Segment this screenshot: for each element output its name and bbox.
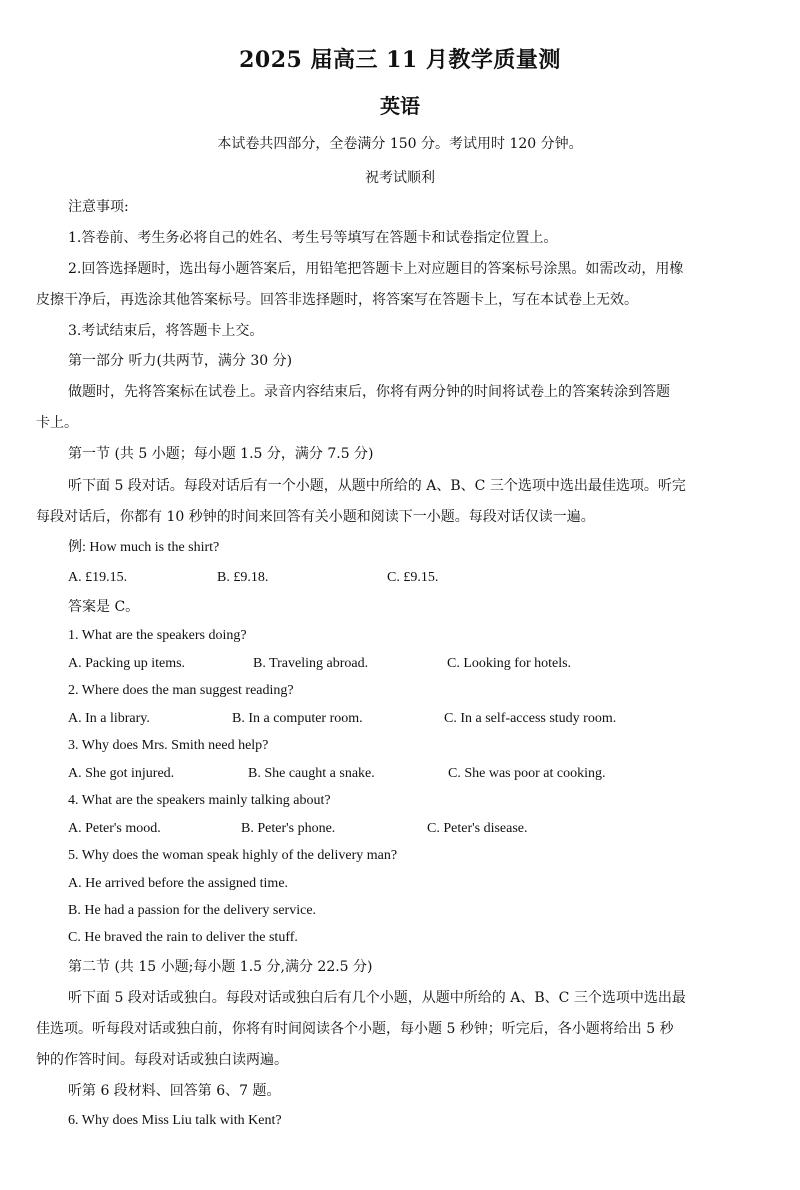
question-5-option-a: A. He arrived before the assigned time. (68, 876, 289, 891)
note-item-2-line-2: 皮擦干净后，再选涂其他答案标号。回答非选择题时，将答案写在答题卡上，写在本试卷上无效。 (36, 292, 638, 308)
example-option-c: C. £9.15. (387, 570, 439, 585)
section2-heading: 第二节 (共 15 小题;每小题 1.5 分,满分 22.5 分) (68, 959, 373, 975)
exam-title: 2025 届高三 11 月教学质量测 (239, 47, 561, 73)
section2-instruction-line-2: 佳选项。听每段对话或独白前，你将有时间阅读各个小题，每小题 5 秒钟；听完后，各小题将给出 5 秒 (36, 1021, 674, 1037)
subject-title: 英语 (380, 94, 420, 118)
question-5-option-c: C. He braved the rain to deliver the stuff. (68, 930, 298, 945)
note-item-1: 1.答卷前、考生务必将自己的姓名、考生号等填写在答题卡和试卷指定位置上。 (68, 230, 558, 246)
example-option-a: A. £19.15. (68, 570, 128, 585)
question-5: 5. Why does the woman speak highly of the delivery man? (68, 848, 398, 863)
section2-instruction-line-3: 钟的作答时间。每段对话或独白读两遍。 (36, 1052, 288, 1068)
question-6: 6. Why does Miss Liu talk with Kent? (68, 1113, 282, 1128)
note-item-3: 3.考试结束后，将答题卡上交。 (68, 323, 264, 339)
question-4-option-b: B. Peter's phone. (241, 821, 336, 836)
section2-instruction-line-1: 听下面 5 段对话或独白。每段对话或独白后有几个小题，从题中所给的 A、B、C 三个选项中选出最 (68, 990, 686, 1006)
notes-heading: 注意事项: (68, 199, 129, 215)
question-2-option-a: A. In a library. (68, 711, 150, 726)
question-3-option-b: B. She caught a snake. (248, 766, 375, 781)
question-3-option-c: C. She was poor at cooking. (448, 766, 606, 781)
question-4: 4. What are the speakers mainly talking about? (68, 793, 331, 808)
part1-instruction-line-1: 做题时，先将答案标在试卷上。录音内容结束后，你将有两分钟的时间将试卷上的答案转涂到答题 (68, 384, 670, 400)
question-1: 1. What are the speakers doing? (68, 628, 247, 643)
section1-heading: 第一节 (共 5 小题；每小题 1.5 分，满分 7.5 分) (68, 446, 374, 462)
example-option-b: B. £9.18. (217, 570, 269, 585)
note-item-2-line-1: 2.回答选择题时，选出每小题答案后，用铅笔把答题卡上对应题目的答案标号涂黑。如需改动，用橡 (68, 261, 684, 277)
material-6-instruction: 听第 6 段材料、回答第 6、7 题。 (68, 1083, 281, 1099)
example-answer: 答案是 C。 (68, 599, 140, 615)
question-5-option-b: B. He had a passion for the delivery service. (68, 903, 317, 918)
part1-instruction-line-2: 卡上。 (36, 415, 78, 431)
question-3-option-a: A. She got injured. (68, 766, 175, 781)
exam-info: 本试卷共四部分，全卷满分 150 分。考试用时 120 分钟。 (217, 136, 583, 152)
part1-heading: 第一部分 听力(共两节，满分 30 分) (68, 353, 293, 369)
question-3: 3. Why does Mrs. Smith need help? (68, 738, 269, 753)
question-2: 2. Where does the man suggest reading? (68, 683, 294, 698)
good-luck-text: 祝考试顺利 (365, 170, 435, 186)
question-2-option-c: C. In a self-access study room. (444, 711, 617, 726)
question-4-option-c: C. Peter's disease. (427, 821, 528, 836)
question-1-option-c: C. Looking for hotels. (447, 656, 572, 671)
question-1-option-a: A. Packing up items. (68, 656, 186, 671)
section1-instruction-line-1: 听下面 5 段对话。每段对话后有一个小题，从题中所给的 A、B、C 三个选项中选出最佳选项。听完 (68, 478, 686, 494)
question-4-option-a: A. Peter's mood. (68, 821, 161, 836)
example-question: 例: How much is the shirt? (68, 540, 220, 555)
question-2-option-b: B. In a computer room. (232, 711, 363, 726)
question-1-option-b: B. Traveling abroad. (253, 656, 369, 671)
section1-instruction-line-2: 每段对话后，你都有 10 秒钟的时间来回答有关小题和阅读下一小题。每段对话仅读一遍。 (36, 509, 595, 525)
